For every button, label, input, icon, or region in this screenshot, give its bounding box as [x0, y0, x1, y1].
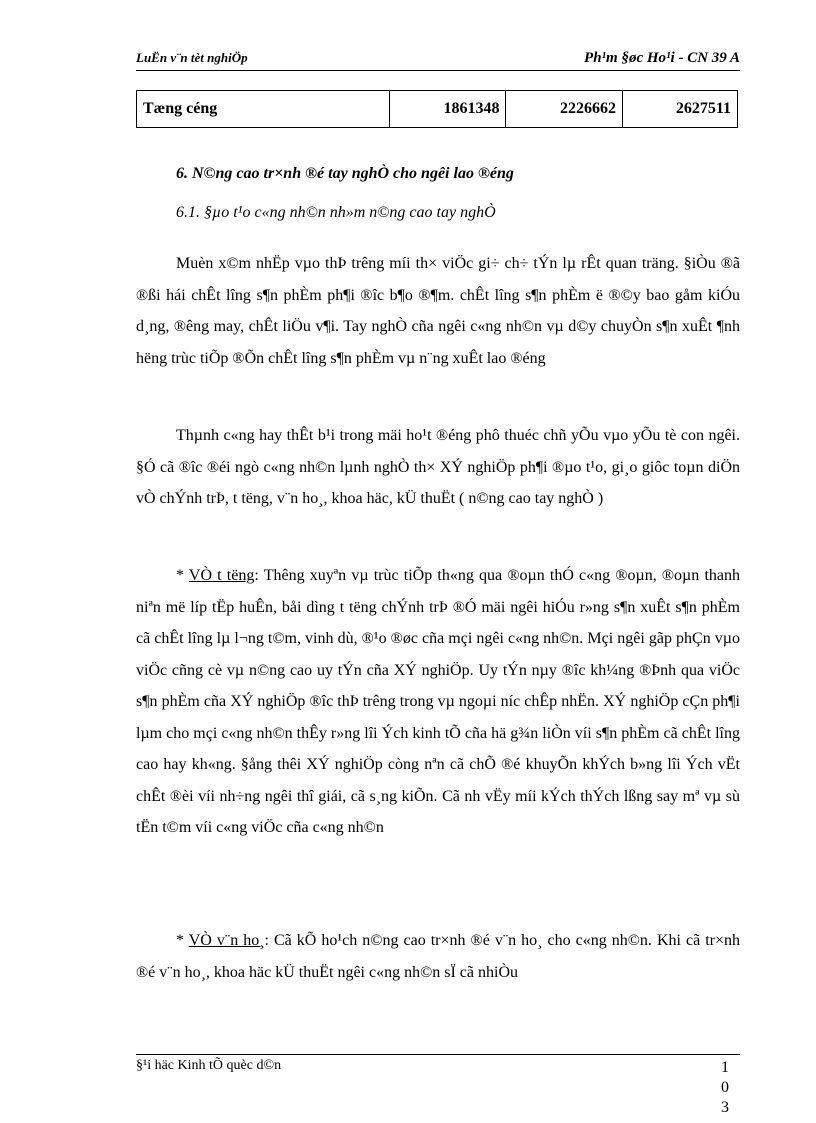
page-header	[136, 50, 740, 71]
paragraph-text: * VÒ t tëng: Thêng xuyªn vµ trùc tiÕp th«ng qua ®oµn thÓ c«ng ®oµn, ®oµn thanh niªn më líp tËp huÊn, båi dìng t tëng chÝnh trÞ ®Ó mäi ngêi hiÓu r»ng s¶n xuÊt s¶n phÈm cã chÊt lîng lµ l¬ng t©m, vinh dù, ®¹o ®øc cña mçi ngêi c«ng nh©n. Mçi ngêi gãp phÇn vµo viÖc cñng cè vµ n©ng cao uy tÝn cña XÝ nghiÖp. Uy tÝn nµy ®îc kh¼ng ®Þnh qua viÖc s¶n phÈm cña XÝ nghiÖp ®îc thÞ trêng trong vµ ngoµi níc chÊp nhËn. XÝ nghiÖp cÇn ph¶i lµm cho mçi c«ng nh©n thÊy r»ng lîi Ých kinh tÕ cña hä g¾n liÒn víi s¶n phÈm cã chÊt lîng cao hay kh«ng. §ång thêi XÝ nghiÖp còng nªn cã chÕ ®é khuyÕn khÝch b»ng lîi Ých vËt chÊt ®èi víi nh÷ng ngêi thî giái, cã s¸ng kiÕn. Cã nh vËy míi kÝch thÝch lßng say mª vµ sù tËn t©m víi c«ng viÖc cña c«ng nh©n	[136, 567, 740, 836]
page-number	[718, 1058, 732, 1118]
paragraph-3	[136, 560, 740, 844]
paragraph-body: : Thêng xuyªn vµ trùc tiÕp th«ng qua ®oµn thÓ c«ng ®oµn, ®oµn thanh niªn më líp tËp huÊn, båi dìng t tëng chÝnh trÞ ®Ó mäi ngêi hiÓu r»ng s¶n xuÊt s¶n phÈm cã chÊt lîng lµ l¬ng t©m, vinh dù, ®¹o ®øc cña mçi ngêi c«ng nh©n. Mçi ngêi gãp phÇn vµo viÖc cñng cè vµ n©ng cao uy tÝn cña XÝ nghiÖp. Uy tÝn nµy ®îc kh¼ng ®Þnh qua viÖc s¶n phÈm cña XÝ nghiÖp ®îc thÞ trêng trong vµ ngoµi níc chÊp nhËn. XÝ nghiÖp cÇn ph¶i lµm cho mçi c«ng nh©n thÊy r»ng lîi Ých kinh tÕ cña hä g¾n liÒn víi s¶n phÈm cã chÊt lîng cao hay kh«ng. §ång thêi XÝ nghiÖp còng nªn cã chÕ ®é khuyÕn khÝch b»ng lîi Ých vËt chÊt ®èi víi nh÷ng ngêi thî giái, cã s¸ng kiÕn. Cã nh vËy míi kÝch thÝch lßng say mª vµ sù tËn t©m víi c«ng viÖc cña c«ng nh©n	[136, 567, 740, 836]
table-cell-value: 1861348	[390, 91, 506, 128]
paragraph-body: : Cã kÕ ho¹ch n©ng cao tr×nh ®é v¨n ho¸ cho c«ng nh©n. Khi cã tr×nh ®é v¨n ho¸, khoa häc kÜ thuËt ngêi c«ng nh©n sÏ cã nhiÒu	[136, 932, 740, 981]
paragraph-2	[136, 420, 740, 515]
paragraph-4	[136, 925, 740, 988]
paragraph-text: * VÒ v¨n ho¸: Cã kÕ ho¹ch n©ng cao tr×nh ®é v¨n ho¸ cho c«ng nh©n. Khi cã tr×nh ®é v¨n ho¸, khoa häc kÜ thuËt ngêi c«ng nh©n sÏ cã nhiÒu	[136, 932, 740, 981]
header-author: Ph¹m §øc Ho¹i - CN 39 A	[584, 50, 740, 66]
table-cell-value: 2627511	[622, 91, 737, 128]
table-cell-label: Tæng céng	[137, 91, 390, 128]
page-number-digit: 3	[721, 1099, 729, 1116]
paragraph-text: Thµnh c«ng hay thÊt b¹i trong mäi ho¹t ®éng phô thuéc chñ yÕu vµo yÕu tè con ngêi. §Ó cã ®îc ®éi ngò c«ng nh©n lµnh nghÒ th× XÝ nghiÖp ph¶i ®µo t¹o, gi¸o giôc toµn diÖn vÒ chÝnh trÞ, t tëng, v¨n ho¸, khoa häc, kÜ thuËt ( n©ng cao tay nghÒ )	[136, 427, 740, 507]
paragraph-1	[136, 248, 740, 374]
footer-divider	[136, 1054, 740, 1055]
paragraph-text: Muèn x©m nhËp vµo thÞ trêng míi th× viÖc gi÷ ch÷ tÝn lµ rÊt quan träng. §iÒu ®ã ®ßi hái chÊt lîng s¶n phÈm ph¶i ®îc b¶o ®¶m. chÊt lîng s¶n phÈm ë ®©y bao gåm kiÓu d¸ng, ®êng may, chÊt liÖu v¶i. Tay nghÒ cña ngêi c«ng nh©n vµ d©y chuyÒn s¶n xuÊt ¶nh hëng trùc tiÕp ®Õn chÊt lîng s¶n phÈm vµ n¨ng xuÊt lao ®éng	[136, 255, 740, 367]
table-cell-value: 2226662	[506, 91, 622, 128]
paragraph-label: VÒ t tëng	[188, 567, 255, 584]
page-number-digit: 1	[721, 1059, 729, 1076]
section-heading: 6. N©ng cao tr×nh ®é tay nghÒ cho ngêi lao ®éng	[176, 165, 514, 182]
footer-institution: §¹i häc Kinh tÕ quèc d©n	[136, 1058, 282, 1073]
subsection-heading: 6.1. §µo t¹o c«ng nh©n nh»m n©ng cao tay nghÒ	[176, 204, 496, 221]
table-row	[137, 91, 738, 128]
header-title: LuËn v¨n tèt nghiÖp	[136, 50, 248, 65]
page-number-digit: 0	[721, 1079, 729, 1096]
summary-table	[136, 90, 738, 128]
paragraph-label: VÒ v¨n ho¸	[188, 932, 265, 949]
